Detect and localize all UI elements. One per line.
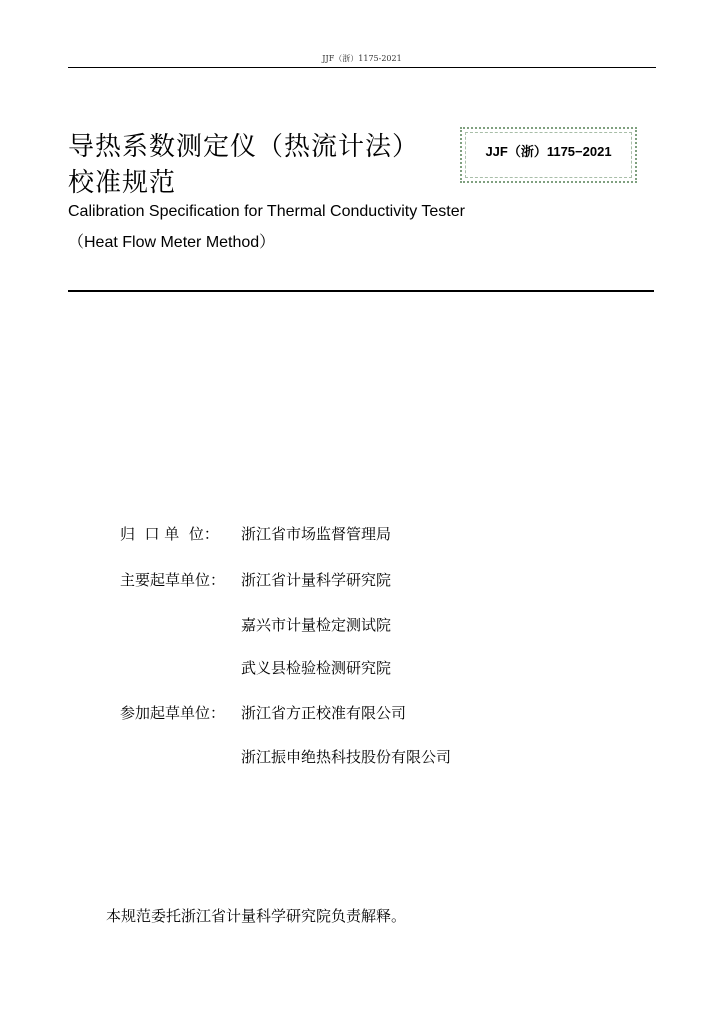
title-en-line1: Calibration Specification for Thermal Conductivity Tester	[68, 203, 465, 220]
responsible-unit-row	[120, 523, 391, 544]
title-zh-line2: 校准规范	[68, 168, 177, 198]
drafting-unit-row	[120, 657, 391, 678]
participating-unit-label: 参加起草单位：	[120, 704, 226, 722]
participating-unit-1: 浙江省方正校准有限公司	[241, 704, 407, 722]
title-en-line2: （Heat Flow Meter Method）	[68, 234, 276, 251]
running-header: JJF（浙）1175-2021	[322, 54, 402, 63]
title-zh-line1: 导热系数测定仪（热流计法）	[68, 132, 420, 162]
participating-unit-row	[120, 746, 451, 767]
participating-unit-2: 浙江振申绝热科技股份有限公司	[241, 748, 452, 766]
responsible-unit-label: 归 口 单 位：	[120, 525, 219, 543]
title-rule	[68, 290, 654, 292]
header-rule	[68, 67, 656, 68]
drafting-unit-1: 浙江省计量科学研究院	[241, 571, 392, 589]
responsible-unit: 浙江省市场监督管理局	[241, 525, 392, 543]
drafting-unit-row	[120, 569, 391, 590]
drafting-unit-row	[120, 614, 391, 635]
specification-code-box	[460, 127, 637, 183]
drafting-unit-2: 嘉兴市计量检定测试院	[241, 616, 392, 634]
drafting-unit-3: 武义县检验检测研究院	[241, 659, 392, 677]
participating-unit-row	[120, 702, 406, 723]
interpretation-note: 本规范委托浙江省计量科学研究院负责解释。	[106, 907, 407, 925]
specification-code: JJF（浙）1175−2021	[485, 144, 612, 159]
drafting-unit-label: 主要起草单位：	[120, 571, 226, 589]
